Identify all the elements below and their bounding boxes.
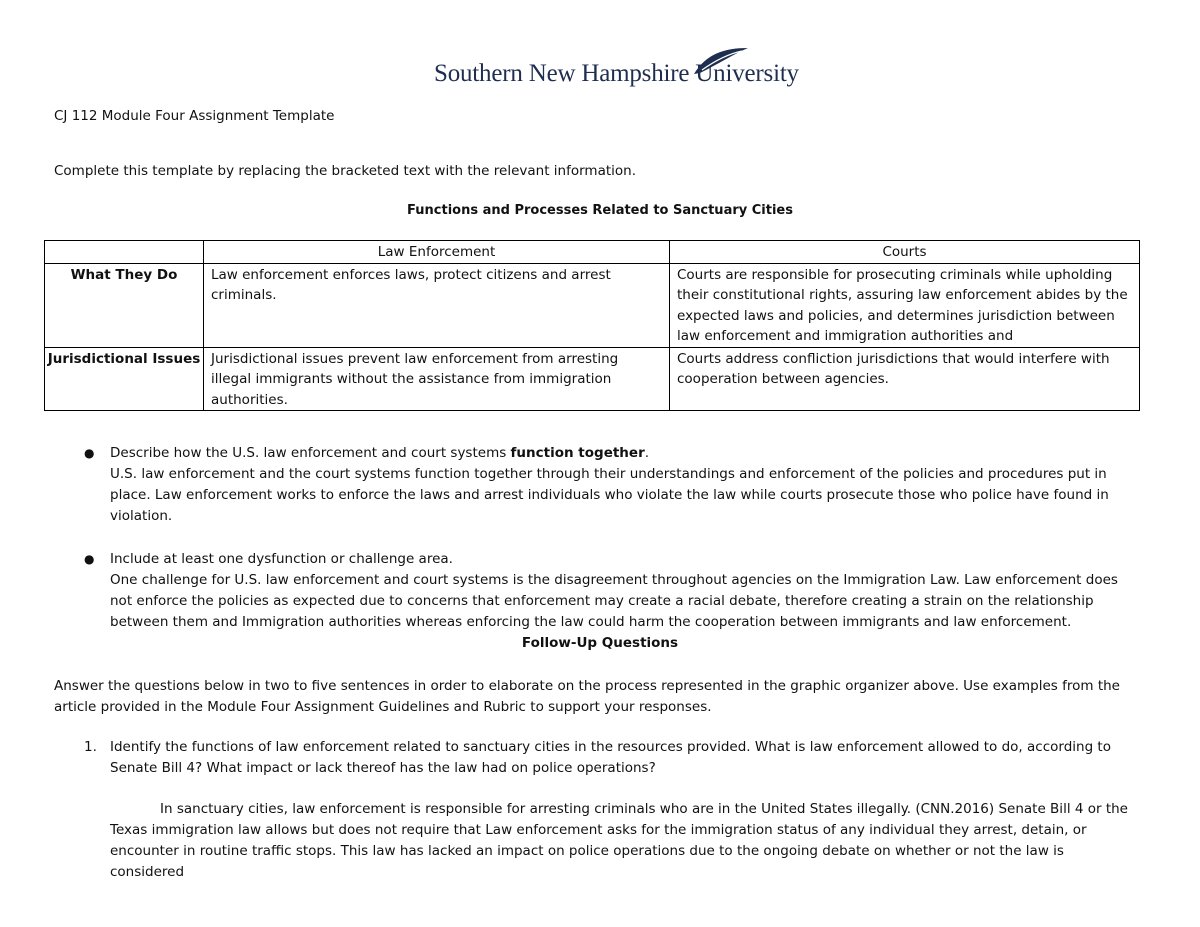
bullet-dot-icon: ● bbox=[84, 446, 95, 460]
followup-title: Follow-Up Questions bbox=[521, 635, 679, 651]
row-label: Jurisdictional Issues bbox=[45, 347, 204, 411]
cell-law-enforcement: Law enforcement enforces laws, protect citizens and arrest criminals. bbox=[204, 263, 670, 347]
cell-law-enforcement: Jurisdictional issues prevent law enforcement from arresting illegal immigrants without the assistance from immigration authorities. bbox=[204, 347, 670, 411]
cell-courts: Courts address confliction jurisdictions that would interfere with cooperation between agencies. bbox=[670, 347, 1140, 411]
prompt-text-end: . bbox=[644, 445, 650, 461]
table-header-row bbox=[45, 241, 1140, 264]
question-number: 1. bbox=[84, 739, 97, 755]
quill-leaf-icon bbox=[690, 46, 750, 76]
followup-intro: Answer the questions below in two to five sentences in order to elaborate on the process represented in the graphic organizer above. Use examples from the article provided in the Module Four Assignment Guidelines and Rubric to support your responses. bbox=[54, 678, 1120, 715]
table-row-jurisdictional-issues bbox=[45, 347, 1140, 411]
sanctuary-cities-table bbox=[44, 240, 1140, 411]
table-row-what-they-do bbox=[45, 263, 1140, 347]
template-instructions: Complete this template by replacing the bracketed text with the relevant information. bbox=[54, 163, 637, 179]
bullet-list bbox=[84, 443, 1144, 655]
question-answer: In sanctuary cities, law enforcement is responsible for arresting criminals who are in the United States illegally. (CNN.2016) Senate Bill 4 or the Texas immigration law allows but does not require that Law enforcement asks for the immigration status of any individual they arrest, detain, or encounter in routine traffic stops. This law has lacked an impact on police operations due to the ongoing debate on whether or not the law is considered bbox=[110, 801, 1128, 880]
bullet-answer: U.S. law enforcement and the court systems function together through their understandings and enforcement of the policies and procedures put in place. Law enforcement works to enforce the laws and arrest individuals who violate the law while courts prosecute those who police have found in violation. bbox=[110, 466, 1109, 524]
table-heading: Functions and Processes Related to Sanctuary Cities bbox=[407, 203, 793, 218]
prompt-text: Include at least one dysfunction or challenge area. bbox=[110, 551, 453, 567]
cell-courts bbox=[670, 263, 1140, 347]
logo-text: Southern New Hampshire University bbox=[434, 60, 799, 87]
header-cell-blank bbox=[45, 241, 204, 264]
bullet-item bbox=[84, 443, 1144, 527]
header-cell-courts: Courts bbox=[670, 241, 1140, 264]
question-item bbox=[84, 737, 1144, 779]
cell-courts-text: Courts are responsible for prosecuting criminals while upholding their constitutional rights, assuring law enforcement abides by the expected laws and policies, and determines jurisdiction between law enforcement and immigration authorities and bbox=[677, 266, 1128, 344]
question-text: Identify the functions of law enforcement related to sanctuary cities in the resources provided. What is law enforcement allowed to do, according to Senate Bill 4? What impact or lack thereof has the law had on police operations? bbox=[110, 739, 1111, 776]
prompt-bold-text: function together bbox=[510, 445, 645, 461]
bullet-prompt bbox=[110, 443, 1144, 464]
bullet-item bbox=[84, 549, 1144, 633]
prompt-text: Describe how the U.S. law enforcement and court systems bbox=[110, 445, 511, 461]
bullet-answer: One challenge for U.S. law enforcement and court systems is the disagreement throughout agencies on the Immigration Law. Law enforcement does not enforce the policies as expected due to concerns that enforcement may create a racial debate, therefore creating a strain on the relationship between them and Immigration authorities whereas enforcing the law could harm the cooperation between immigrants and law enforcement. bbox=[110, 572, 1118, 630]
university-logo bbox=[434, 60, 799, 88]
bullet-prompt bbox=[110, 549, 1144, 570]
row-label: What They Do bbox=[45, 263, 204, 347]
bullet-dot-icon: ● bbox=[84, 552, 95, 566]
document-title: CJ 112 Module Four Assignment Template bbox=[54, 108, 335, 124]
header-cell-law-enforcement: Law Enforcement bbox=[204, 241, 670, 264]
